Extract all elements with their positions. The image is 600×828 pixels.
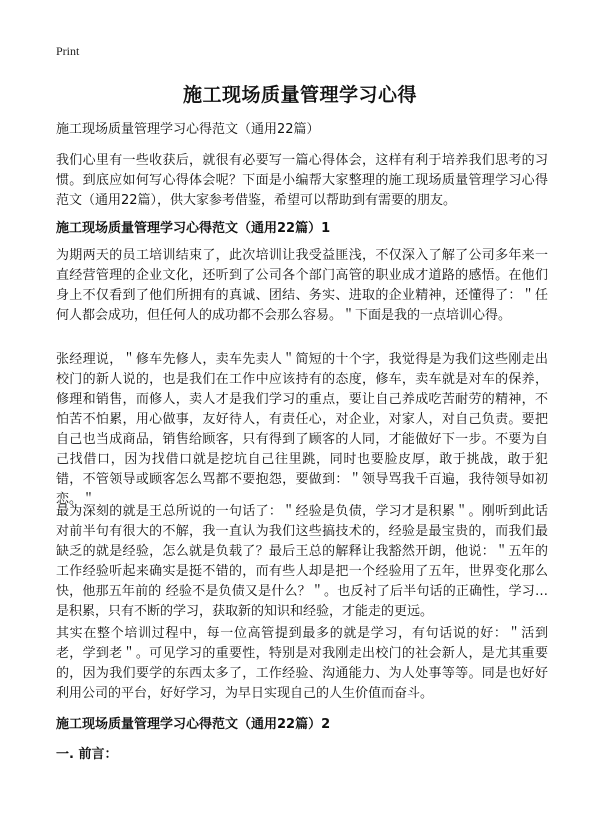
- section-1-heading: 施工现场质量管理学习心得范文（通用22篇）1: [56, 221, 331, 236]
- section-1-paragraph-3: 最为深刻的就是王总所说的一句话了：＂经验是负债，学习才是积累＂。刚听到此话对前半句有很大的不解，我一直认为我们这些搞技术的，经验是最宝贵的，而我们最缺乏的就是经验，怎么就是负载了？最后王总的解释让我豁然开朗，他说：＂五年的工作经验听起来确实是挺不错的，而有些人却是把一个经验用了五年，世界变化那么快，他那五年前的 经验不是负债又是什么？＂。也反衬了后半句话的正确性，学习才是积累，只有不断的学习，获取新的知识和经验，才能走的更远。: [56, 504, 548, 619]
- intro-paragraph: 我们心里有一些收获后，就很有必要写一篇心得体会，这样有利于培养我们思考的习惯。到底应如何写心得体会呢？下面是小编帮大家整理的施工现场质量管理学习心得范文（通用22篇），供大家参考借鉴，希望可以帮助到有需要的朋友。: [56, 153, 548, 208]
- subtitle: 施工现场质量管理学习心得范文（通用22篇）: [56, 122, 320, 137]
- section-1-paragraph-2: 张经理说，＂修车先修人，卖车先卖人＂简短的十个字，我觉得是为我们这些刚走出校门的新人说的，也是我们在工作中应该持有的态度，修车，卖车就是对车的保养，修理和销售，而修人，卖人才是我们学习的重点，要让自己养成吃苦耐劳的精神，不怕苦不怕累，用心做事，友好待人，有责任心，对企业，对家人，对自己负责。要把自己也当成商品，销售给顾客，只有得到了顾客的人同，才能做好下一步。不要为自己找借口，因为找借口就是挖坑自己往里跳，同时也要脸皮厚，敢于挑战，敢于犯错，不管领导或顾客怎么骂都不要抱怨，要做到：＂领导骂我千百遍，我待领导如初恋。＂: [56, 352, 548, 507]
- page-title: 施工现场质量管理学习心得: [182, 84, 417, 106]
- print-label[interactable]: Print: [56, 44, 80, 58]
- section-2-subheading: 一. 前言：: [56, 747, 118, 762]
- section-1-paragraph-4: 其实在整个培训过程中，每一位高管提到最多的就是学习，有句话说的好：＂活到老，学到老＂。可见学习的重要性，特别是对我刚走出校门的社会新人，是尤其重要的，因为我们要学的东西太多了，工作经验、沟通能力、为人处事等等。同是也好好利用公司的平台，好好学习，为早日实现自己的人生价值而奋斗。: [56, 626, 548, 701]
- section-1-paragraph-1: 为期两天的员工培训结束了，此次培训让我受益匪浅，不仅深入了解了公司多年来一直经营管理的企业文化，还听到了公司各个部门高管的职业成才道路的感悟。在他们身上不仅看到了他们所拥有的真诚、团结、务实、进取的企业精神，还懂得了：＂任何人都会成功，但任何人的成功都不会那么容易。＂下面是我的一点培训心得。: [56, 248, 548, 323]
- section-2-heading: 施工现场质量管理学习心得范文（通用22篇）2: [56, 717, 331, 732]
